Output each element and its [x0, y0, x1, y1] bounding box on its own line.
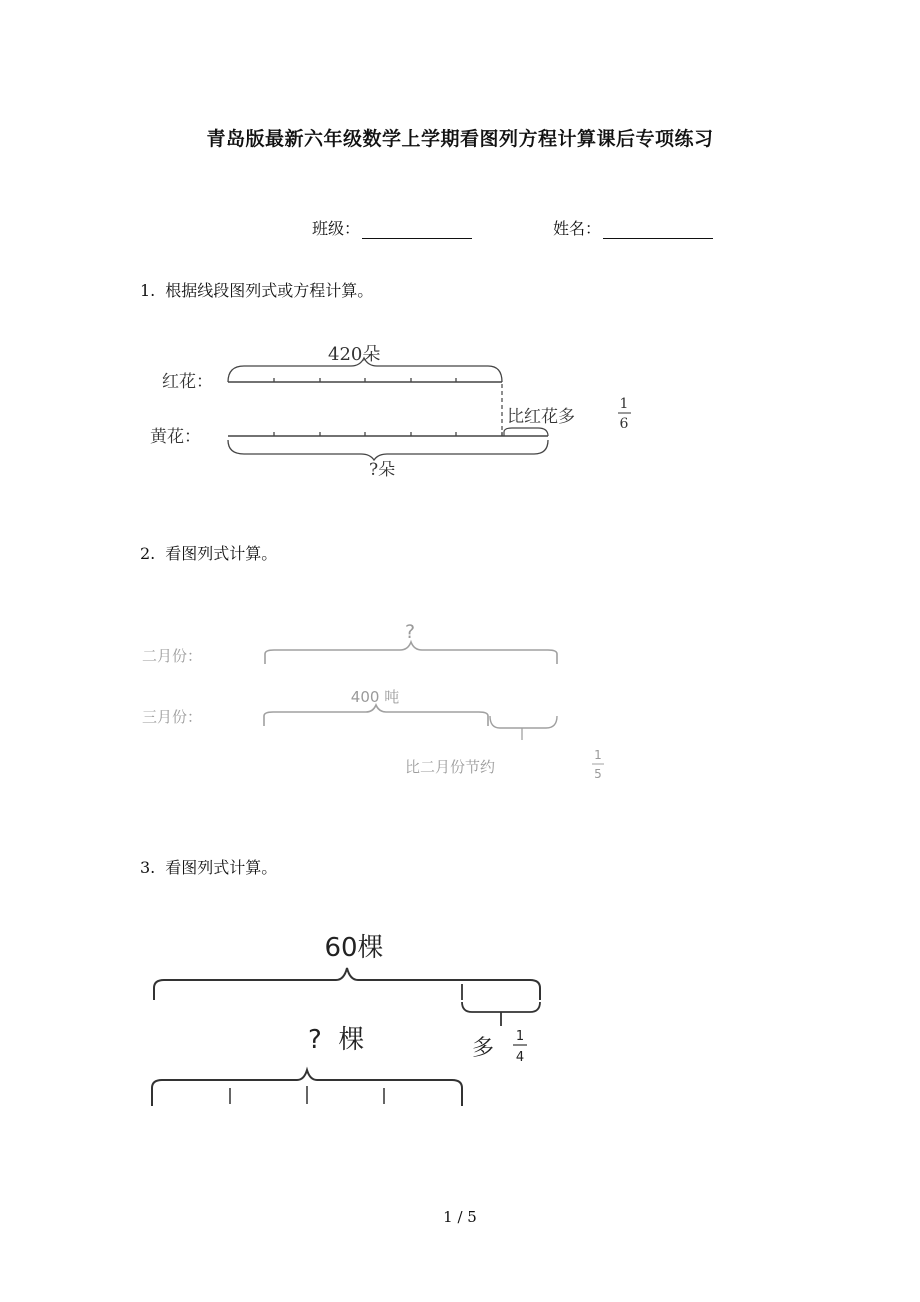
march-value-label: 400 吨 [350, 688, 400, 706]
total-trees-label: 60棵 [324, 933, 384, 963]
diagram-2-svg [140, 616, 640, 791]
february-total-label: ? [404, 621, 416, 643]
yellow-brace [228, 440, 548, 460]
fraction-numerator: 1 [515, 1029, 525, 1044]
question-text: 根据线段图列式或方程计算。 [165, 281, 374, 300]
name-field [553, 216, 713, 239]
bottom-ticks [230, 1086, 384, 1104]
more-label: 多 [472, 1036, 495, 1061]
question-3 [140, 855, 277, 878]
february-label: 二月份： [142, 647, 203, 665]
yellow-total-label: ?朵 [369, 460, 396, 480]
class-blank[interactable] [362, 220, 472, 239]
fraction-denominator: 6 [619, 416, 629, 432]
diagram-1-svg [140, 336, 660, 486]
extra-part-brace [504, 428, 548, 436]
question-2 [140, 541, 277, 564]
diagram-3-svg [140, 926, 560, 1112]
name-label: 姓名： [553, 219, 602, 238]
red-total-label: 420朵 [328, 344, 381, 365]
march-bracket [264, 705, 488, 726]
fraction-denominator: 5 [594, 767, 602, 781]
page-number: 1 / 5 [443, 1208, 477, 1226]
fraction-numerator: 1 [619, 396, 629, 412]
class-field [312, 216, 472, 239]
february-bracket [265, 642, 557, 664]
question-text: 看图列式计算。 [165, 858, 278, 877]
class-label: 班级： [312, 219, 361, 238]
diagram-3 [140, 926, 560, 1112]
yellow-flower-label: 黄花： [150, 427, 201, 447]
question-text: 看图列式计算。 [165, 544, 278, 563]
name-blank[interactable] [603, 220, 713, 239]
more-than-red-label: 比红花多 [507, 407, 575, 427]
diagram-2 [140, 616, 640, 791]
red-flower-label: 红花： [162, 372, 213, 392]
fraction-numerator: 1 [594, 748, 602, 762]
question-1 [140, 278, 373, 301]
page-title: 青岛版最新六年级数学上学期看图列方程计算课后专项练习 [206, 128, 714, 150]
question-number: 1. [140, 281, 156, 300]
unknown-trees-label: ? 棵 [308, 1025, 365, 1055]
extra-part-brace [462, 1002, 540, 1012]
question-number: 3. [140, 858, 156, 877]
march-label: 三月份： [142, 708, 203, 726]
saved-part-brace [490, 716, 557, 728]
fraction-denominator: 4 [515, 1050, 525, 1065]
total-bracket [154, 968, 540, 1000]
saved-text: 比二月份节约 [405, 758, 496, 776]
question-number: 2. [140, 544, 156, 563]
diagram-1 [140, 336, 660, 486]
